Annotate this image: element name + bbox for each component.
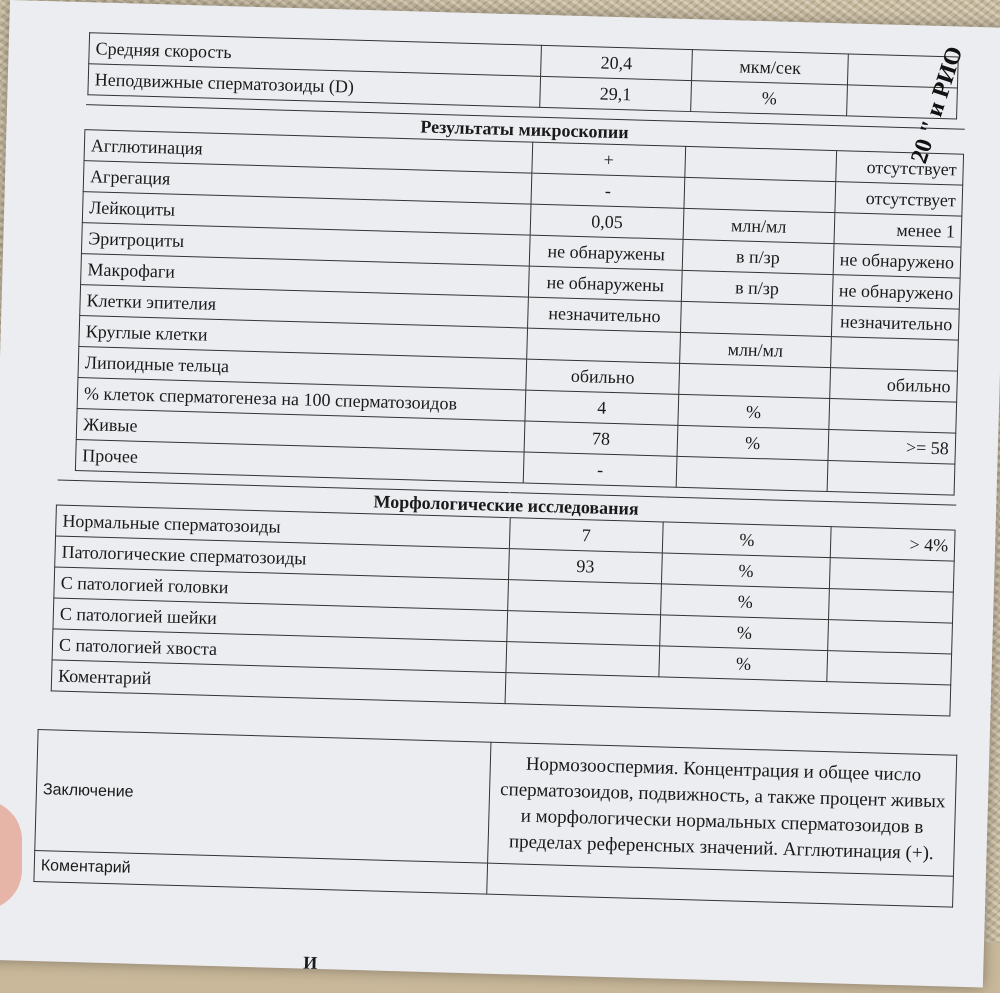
microscopy-row-label: Агрегация <box>83 161 532 205</box>
top-row-value: 20,4 <box>540 45 693 80</box>
morphology-row-value <box>506 611 661 646</box>
morphology-row-value <box>506 642 661 677</box>
microscopy-row-unit <box>680 301 832 336</box>
top-row-label: Неподвижные сперматозоиды (D) <box>88 64 540 108</box>
microscopy-row-value: - <box>523 452 676 487</box>
microscopy-row-reference: отсутствует <box>835 151 963 186</box>
microscopy-row-unit: млн/мл <box>683 208 835 243</box>
morphology-row-label: С патологией шейки <box>53 598 507 642</box>
morphology-row-unit: % <box>660 615 829 651</box>
microscopy-row-reference: не обнаружено <box>832 275 960 310</box>
morphology-row-label: С патологией хвоста <box>52 629 506 673</box>
morphology-title: Морфологические исследования <box>56 480 955 530</box>
microscopy-row-label: % клеток сперматогенеза на 100 сперматозоидов <box>77 378 526 422</box>
microscopy-row-value: не обнаружены <box>529 266 682 301</box>
morphology-row-reference: > 4% <box>830 527 955 561</box>
morphology-row-value: 93 <box>508 549 663 584</box>
microscopy-row-value: обильно <box>526 359 679 394</box>
microscopy-row-unit <box>684 177 836 212</box>
microscopy-row-label: Липоидные тельца <box>78 347 527 391</box>
bottom-cut-text: И <box>302 952 318 973</box>
microscopy-row-reference: незначительно <box>831 306 959 341</box>
microscopy-row-label: Живые <box>76 409 525 453</box>
morphology-row-value <box>507 580 662 615</box>
microscopy-row-unit: % <box>677 425 829 460</box>
conclusion-comment-label: Коментарий <box>34 851 488 895</box>
microscopy-row-label: Прочее <box>75 440 524 484</box>
microscopy-row-reference: отсутствует <box>835 182 963 217</box>
top-parameters-table <box>87 32 958 119</box>
microscopy-row-reference: >= 58 <box>828 430 956 465</box>
microscopy-row-value <box>527 328 680 363</box>
microscopy-row-reference <box>830 337 958 372</box>
morphology-row-value: 7 <box>509 518 664 553</box>
microscopy-row-reference: не обнаружено <box>833 244 961 279</box>
morphology-row-label: Нормальные сперматозоиды <box>56 505 510 549</box>
microscopy-title: Результаты микроскопии <box>85 105 964 155</box>
conclusion-text: Нормозооспермия. Концентрация и общее число сперматозоидов, подвижность, а также процент живых и морфологически нормальных сперматозоидов в пределах референсных значений. Агглютинация (+). <box>488 742 957 876</box>
microscopy-row-label: Макрофаги <box>81 254 530 298</box>
conclusion-table <box>33 729 957 908</box>
microscopy-row-unit <box>676 456 828 491</box>
morphology-row-unit: % <box>659 646 828 682</box>
microscopy-row-label: Круглые клетки <box>79 316 528 360</box>
morphology-row-unit: % <box>662 553 831 589</box>
morphology-row-label: Патологические сперматозоиды <box>55 536 509 580</box>
morphology-row-reference <box>827 651 952 685</box>
microscopy-table <box>75 104 965 495</box>
microscopy-row-label: Эритроциты <box>81 223 530 267</box>
microscopy-row-value: + <box>532 142 685 177</box>
microscopy-row-value: незначительно <box>528 297 681 332</box>
morphology-table <box>51 479 957 716</box>
microscopy-row-reference: менее 1 <box>834 213 962 248</box>
microscopy-row-unit: в п/зр <box>681 270 833 305</box>
morphology-comment-label: Коментарий <box>51 660 505 704</box>
morphology-row-reference <box>829 589 954 623</box>
microscopy-row-unit <box>685 146 837 181</box>
morphology-row-reference <box>830 558 955 592</box>
microscopy-row-reference: обильно <box>829 368 957 403</box>
microscopy-row-reference <box>827 461 955 496</box>
top-row-unit: % <box>691 81 848 116</box>
microscopy-row-value: 78 <box>524 421 677 456</box>
microscopy-row-label: Лейкоциты <box>82 192 531 236</box>
morphology-row-label: С патологией головки <box>54 567 508 611</box>
microscopy-row-unit: % <box>678 394 830 429</box>
microscopy-row-unit: в п/зр <box>682 239 834 274</box>
conclusion-label: Заключение <box>35 730 492 864</box>
microscopy-row-value: 4 <box>525 390 678 425</box>
microscopy-row-value: 0,05 <box>530 204 683 239</box>
microscopy-row-label: Агглютинация <box>84 130 533 174</box>
microscopy-row-value: - <box>531 173 684 208</box>
top-row-value: 29,1 <box>539 76 692 111</box>
morphology-row-unit: % <box>661 584 830 620</box>
microscopy-row-unit: млн/мл <box>679 332 831 367</box>
microscopy-row-unit <box>679 363 831 398</box>
top-row-label: Средняя скорость <box>89 33 541 77</box>
microscopy-row-reference <box>829 399 957 434</box>
morphology-row-unit: % <box>663 522 832 558</box>
top-row-unit: мкм/сек <box>692 50 849 85</box>
morphology-row-reference <box>828 620 953 654</box>
microscopy-row-label: Клетки эпителия <box>80 285 529 329</box>
microscopy-row-value: не обнаружены <box>529 235 682 270</box>
